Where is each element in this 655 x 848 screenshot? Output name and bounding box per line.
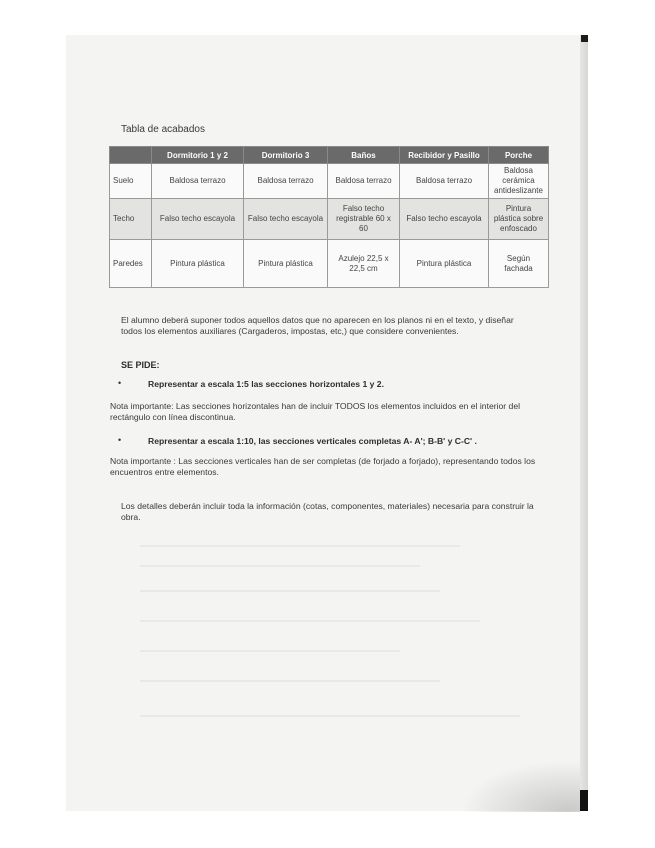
table-cell: Azulejo 22,5 x 22,5 cm: [328, 240, 400, 288]
table-cell: Falso techo escayola: [244, 199, 328, 240]
task-1: Representar a escala 1:5 las secciones horizontales 1 y 2.: [148, 379, 384, 389]
table-row: [110, 240, 549, 288]
table-cell: Pintura plástica: [244, 240, 328, 288]
scan-shadow: [460, 760, 580, 812]
row-label: Techo: [110, 199, 152, 240]
table-title: Tabla de acabados: [121, 124, 205, 135]
table-cell: Falso techo escayola: [152, 199, 244, 240]
closing-paragraph: Los detalles deberán incluir toda la información (cotas, componentes, materiales) necesaria para construir la obra.: [121, 501, 534, 522]
table-cell: Baldosa terrazo: [152, 164, 244, 199]
table-cell: Pintura plástica: [400, 240, 489, 288]
se-pide-heading: SE PIDE:: [121, 360, 160, 370]
bleed-through: [140, 650, 400, 652]
column-header: Baños: [328, 147, 400, 164]
finishes-table: [109, 146, 549, 288]
column-header: Dormitorio 1 y 2: [152, 147, 244, 164]
column-header: Dormitorio 3: [244, 147, 328, 164]
page-edge-shadow: [580, 35, 588, 811]
column-header: Porche: [489, 147, 549, 164]
table-cell: Falso techo escayola: [400, 199, 489, 240]
row-label: Suelo: [110, 164, 152, 199]
table-cell: Baldosa terrazo: [328, 164, 400, 199]
table-cell: Falso techo registrable 60 x 60: [328, 199, 400, 240]
task-2-note: Nota importante : Las secciones verticales han de ser completas (de forjado a forjado), representando todos los encuentros entre elementos.: [110, 456, 536, 477]
row-label: Paredes: [110, 240, 152, 288]
bleed-through: [140, 545, 460, 547]
bullet-marker: •: [118, 378, 122, 388]
bleed-through: [140, 715, 520, 717]
task-2: Representar a escala 1:10, las secciones verticales completas A- A'; B-B' y C-C' .: [148, 436, 477, 446]
bleed-through: [140, 590, 440, 592]
table-header-row: [110, 147, 549, 164]
bleed-through: [140, 565, 420, 567]
table-row: [110, 164, 549, 199]
column-header: Recibidor y Pasillo: [400, 147, 489, 164]
table-cell: Baldosa terrazo: [400, 164, 489, 199]
table-cell: Pintura plástica: [152, 240, 244, 288]
table-cell: Pintura plástica sobre enfoscado: [489, 199, 549, 240]
bleed-through: [140, 620, 480, 622]
table-cell: Según fachada: [489, 240, 549, 288]
table-row: [110, 199, 549, 240]
bleed-through: [140, 680, 440, 682]
page-corner-bottom: [580, 790, 588, 811]
intro-paragraph: El alumno deberá suponer todos aquellos datos que no aparecen en los planos ni en el texto, y diseñar todos los elementos auxiliares (Cargaderos, impostas, etc,) que considere convenientes.: [121, 315, 514, 336]
page-corner-top: [581, 35, 588, 42]
task-1-note: Nota importante: Las secciones horizontales han de incluir TODOS los elementos incluidos en el interior del rectángulo con línea discontinua.: [110, 401, 521, 422]
table-cell: Baldosa cerámica antideslizante: [489, 164, 549, 199]
bullet-marker: •: [118, 435, 122, 445]
table-cell: Baldosa terrazo: [244, 164, 328, 199]
column-header: [110, 147, 152, 164]
